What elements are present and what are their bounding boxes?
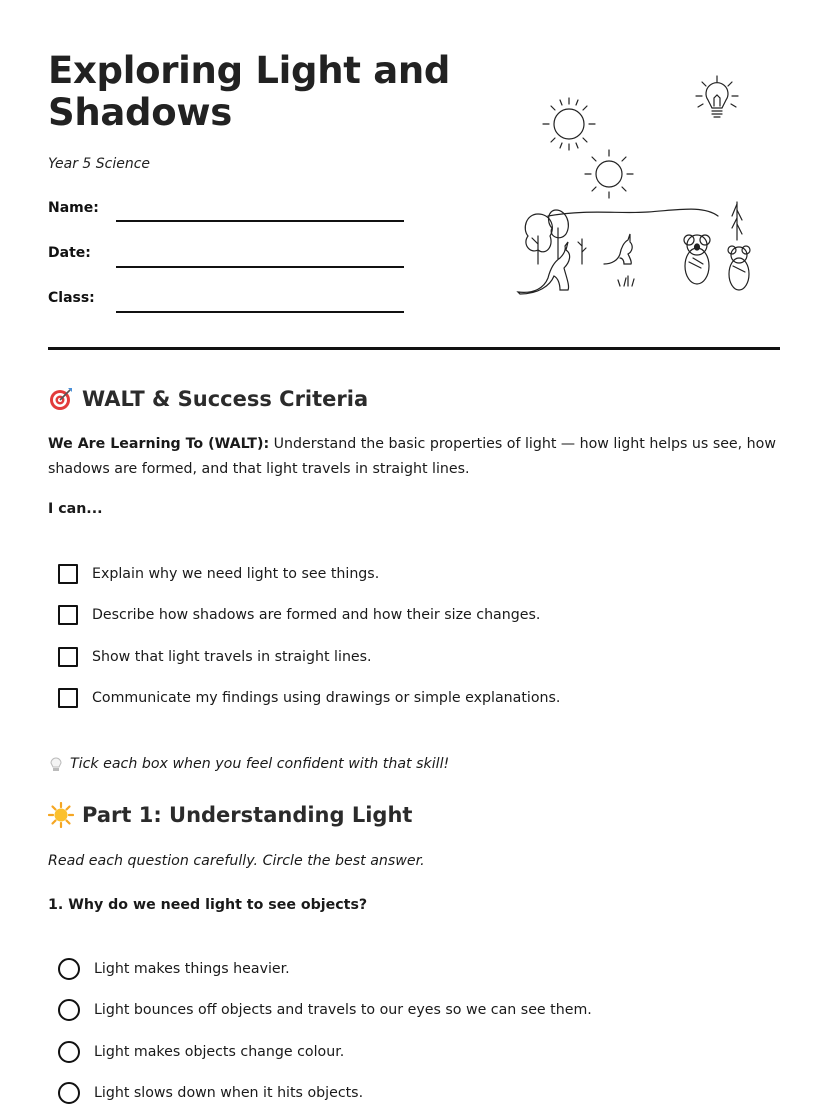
criteria-checkbox[interactable] (58, 564, 78, 584)
criteria-checkbox[interactable] (58, 605, 78, 625)
tree-icon (525, 210, 586, 264)
criteria-text: Explain why we need light to see things. (92, 566, 380, 582)
walt-heading-text: WALT & Success Criteria (82, 387, 369, 411)
sun-icon (543, 98, 595, 150)
criteria-checkbox[interactable] (58, 688, 78, 708)
name-field[interactable] (116, 220, 404, 222)
tip-text: Tick each box when you feel confident with that skill! (70, 756, 450, 772)
answer-radio[interactable] (58, 1082, 80, 1104)
target-icon (48, 386, 74, 412)
answer-option (58, 958, 290, 980)
lightbulb-icon (696, 76, 738, 117)
criteria-item (58, 647, 372, 667)
criteria-text: Show that light travels in straight lines. (92, 649, 372, 665)
kangaroo-icon (604, 234, 632, 264)
walt-intro-text: Understand the basic properties of light — how light helps us see, how shadows are formed, and that light travels in straight lines. (48, 436, 776, 477)
tip-note (48, 754, 449, 774)
walt-intro (48, 432, 788, 482)
kangaroo-icon (518, 242, 570, 294)
answer-text: Light makes things heavier. (94, 961, 290, 977)
answer-text: Light bounces off objects and travels to our eyes so we can see them. (94, 1002, 592, 1018)
answer-radio[interactable] (58, 1041, 80, 1063)
light-and-animals-illustration (508, 64, 768, 304)
walt-intro-label: We Are Learning To (WALT): (48, 436, 270, 452)
answer-text: Light slows down when it hits objects. (94, 1085, 364, 1101)
part1-heading-text: Part 1: Understanding Light (82, 803, 413, 827)
class-field[interactable] (116, 311, 404, 313)
date-label: Date: (48, 245, 91, 261)
date-field[interactable] (116, 266, 404, 268)
part1-instructions: Read each question carefully. Circle the best answer. (48, 853, 425, 869)
part1-heading (48, 802, 412, 828)
koala-icon (728, 246, 750, 290)
hill-line (548, 209, 718, 216)
lightbulb-icon (48, 754, 64, 774)
criteria-item (58, 564, 379, 584)
sun-icon (48, 802, 74, 828)
answer-text: Light makes objects change colour. (94, 1044, 345, 1060)
sun-icon (585, 150, 633, 198)
answer-radio[interactable] (58, 999, 80, 1021)
tree-icon (732, 202, 742, 240)
criteria-checkbox[interactable] (58, 647, 78, 667)
page-title: Exploring Light and Shadows (48, 49, 451, 134)
answer-option (58, 1041, 344, 1063)
criteria-item (58, 688, 560, 708)
page-subtitle: Year 5 Science (48, 156, 151, 172)
criteria-text: Communicate my findings using drawings or simple explanations. (92, 690, 561, 706)
name-label: Name: (48, 200, 99, 216)
section-divider (48, 347, 780, 350)
answer-option (58, 999, 592, 1021)
criteria-text: Describe how shadows are formed and how their size changes. (92, 607, 541, 623)
question-1-text: 1. Why do we need light to see objects? (48, 897, 368, 913)
class-label: Class: (48, 290, 95, 306)
koala-icon (684, 235, 710, 284)
grass-icon (618, 276, 634, 286)
criteria-item (58, 605, 540, 625)
i-can-label: I can... (48, 501, 103, 517)
walt-heading (48, 386, 368, 412)
answer-radio[interactable] (58, 958, 80, 980)
answer-option (58, 1082, 363, 1104)
